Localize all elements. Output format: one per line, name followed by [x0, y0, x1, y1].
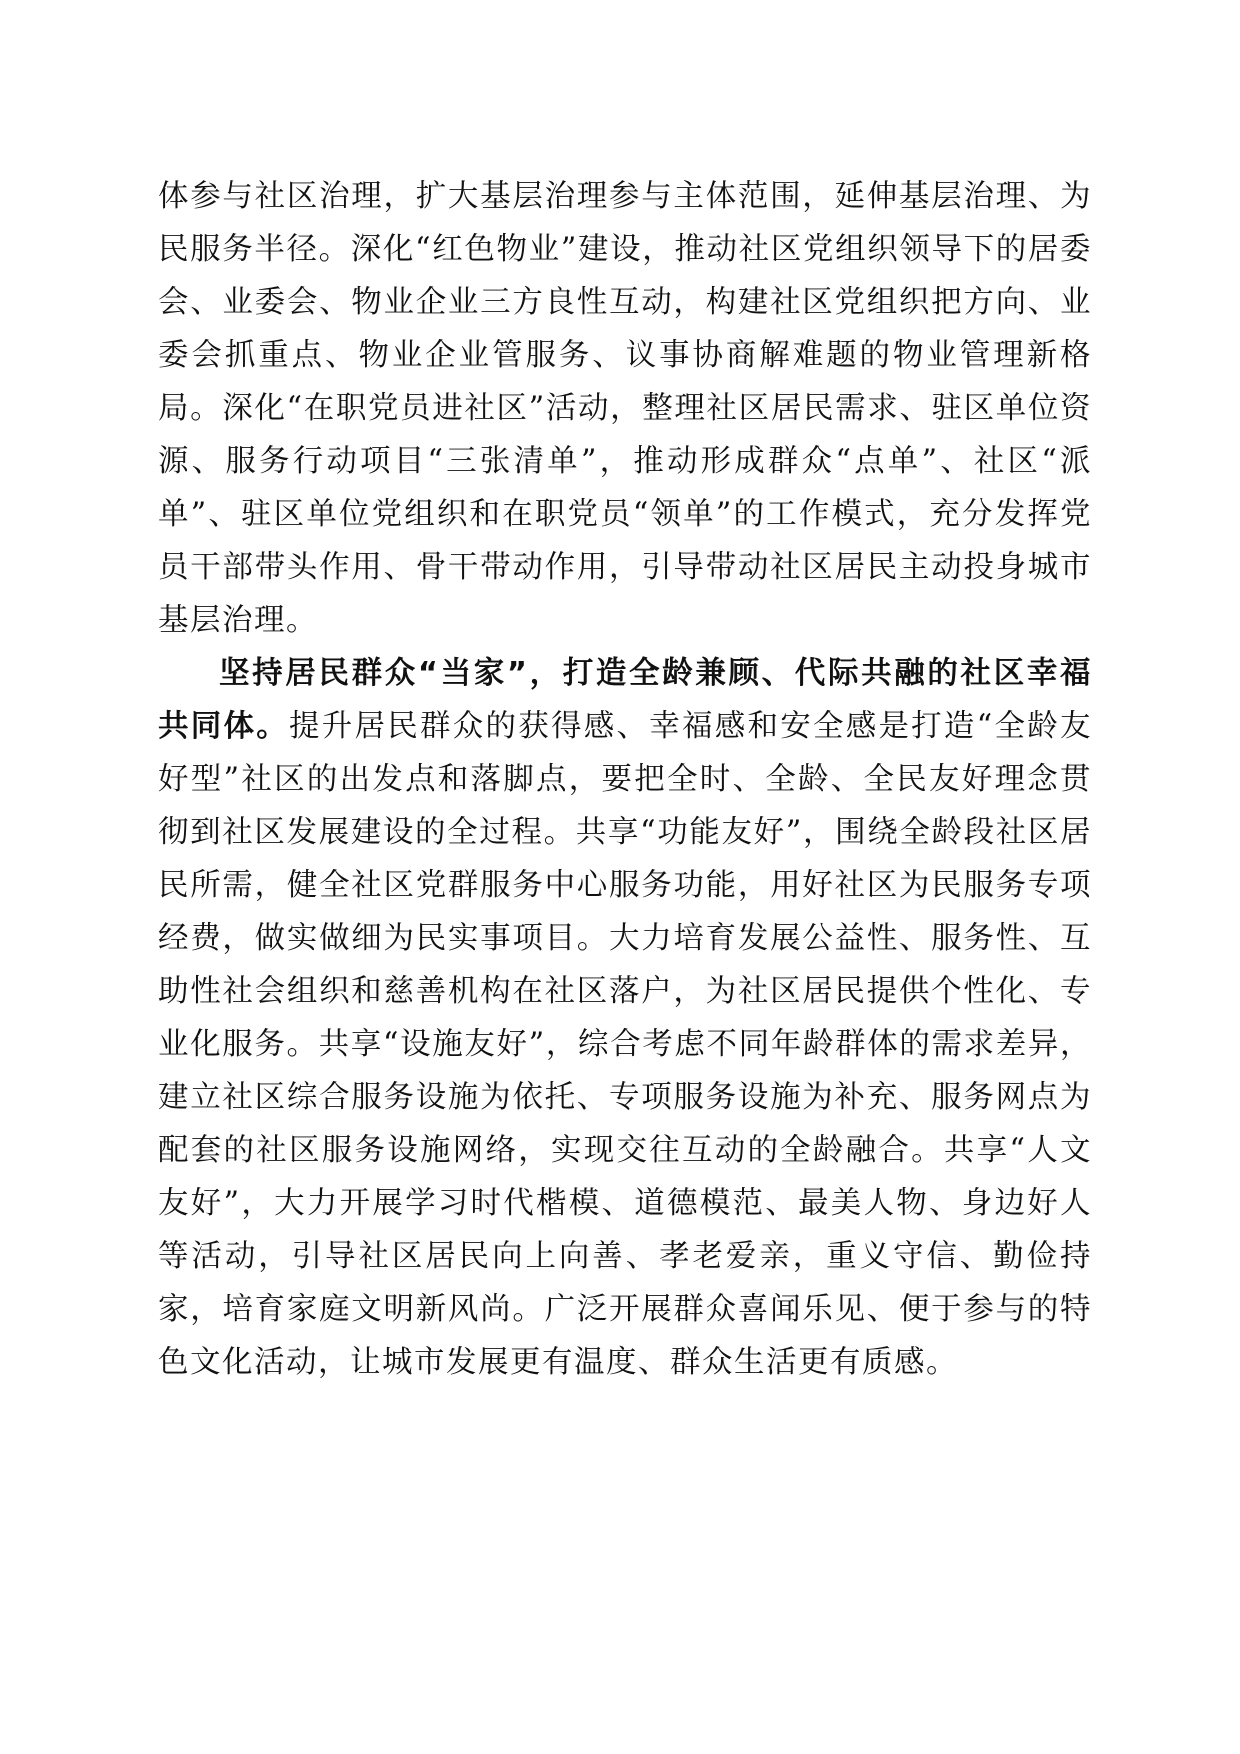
paragraph-body-text: 提升居民群众的获得感、幸福感和安全感是打造“全龄友好型”社区的出发点和落脚点，要把全时、全龄、全民友好理念贯彻到社区发展建设的全过程。共享“功能友好”，围绕全龄段社区居民所需，健全社区党群服务中心服务功能，用好社区为民服务专项经费，做实做细为民实事项目。大力培育发展公益性、服务性、互助性社会组织和慈善机构在社区落户，为社区居民提供个性化、专业化服务。共享“设施友好”，综合考虑不同年龄群体的需求差异，建立社区综合服务设施为依托、专项服务设施为补充、服务网点为配套的社区服务设施网络，实现交往互动的全龄融合。共享“人文友好”，大力开展学习时代楷模、道德模范、最美人物、身边好人等活动，引导社区居民向上向善、孝老爱亲，重义守信、勤俭持家，培育家庭文明新风尚。广泛开展群众喜闻乐见、便于参与的特色文化活动，让城市发展更有温度、群众生活更有质感。: [158, 709, 1093, 1380]
paragraph-community-wellbeing: [158, 647, 1092, 1389]
paragraph-lead-heading: 坚持居民群众“当家”，打造全龄兼顾、代际共融的社区幸福共同体。: [158, 656, 1092, 744]
document-page: [158, 170, 1092, 1389]
paragraph-continued: [158, 170, 1092, 647]
paragraph-body-text: 体参与社区治理，扩大基层治理参与主体范围，延伸基层治理、为民服务半径。深化“红色物业”建设，推动社区党组织领导下的居委会、业委会、物业企业三方良性互动，构建社区党组织把方向、业委会抓重点、物业企业管服务、议事协商解难题的物业管理新格局。深化“在职党员进社区”活动，整理社区居民需求、驻区单位资源、服务行动项目“三张清单”，推动形成群众“点单”、社区“派单”、驻区单位党组织和在职党员“领单”的工作模式，充分发挥党员干部带头作用、骨干带动作用，引导带动社区居民主动投身城市基层治理。: [158, 179, 1092, 638]
